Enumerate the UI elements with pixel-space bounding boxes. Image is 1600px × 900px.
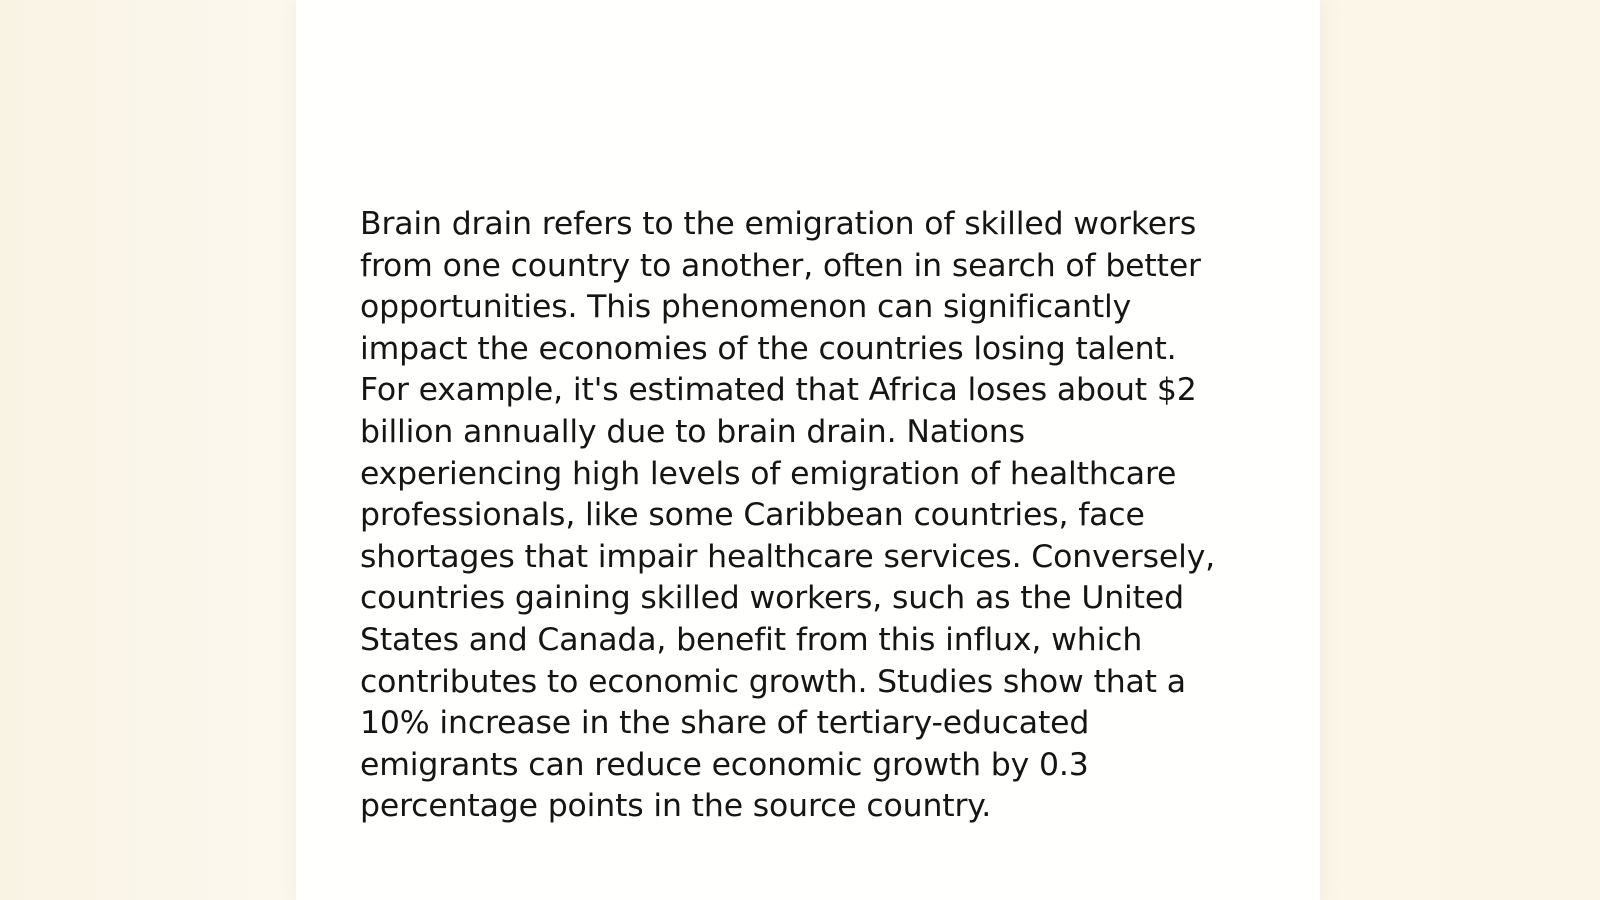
- paragraph-line: professionals, like some Caribbean countries, face: [360, 497, 1145, 534]
- paragraph-line: from one country to another, often in search of better: [360, 247, 1201, 284]
- paragraph-line: experiencing high levels of emigration of healthcare: [360, 455, 1177, 492]
- paragraph-line: For example, it's estimated that Africa loses about $2: [360, 372, 1197, 409]
- paragraph-line: billion annually due to brain drain. Nations: [360, 413, 1025, 450]
- paragraph-line: impact the economies of the countries losing talent.: [360, 330, 1177, 367]
- paragraph-line: 10% increase in the share of tertiary-educated: [360, 705, 1090, 742]
- paragraph-line: contributes to economic growth. Studies show that a: [360, 663, 1186, 700]
- paragraph-line: emigrants can reduce economic growth by 0.3: [360, 746, 1089, 783]
- paragraph-line: countries gaining skilled workers, such as the United: [360, 580, 1184, 617]
- paragraph-line: opportunities. This phenomenon can significantly: [360, 289, 1132, 326]
- paragraph-line: shortages that impair healthcare services. Conversely,: [360, 538, 1216, 575]
- paragraph-line: Brain drain refers to the emigration of skilled workers: [360, 206, 1197, 242]
- document-page: [296, 0, 1320, 900]
- brain-drain-paragraph: [360, 204, 1260, 828]
- paragraph-line: percentage points in the source country.: [360, 788, 992, 825]
- paragraph-line: States and Canada, benefit from this influx, which: [360, 621, 1143, 658]
